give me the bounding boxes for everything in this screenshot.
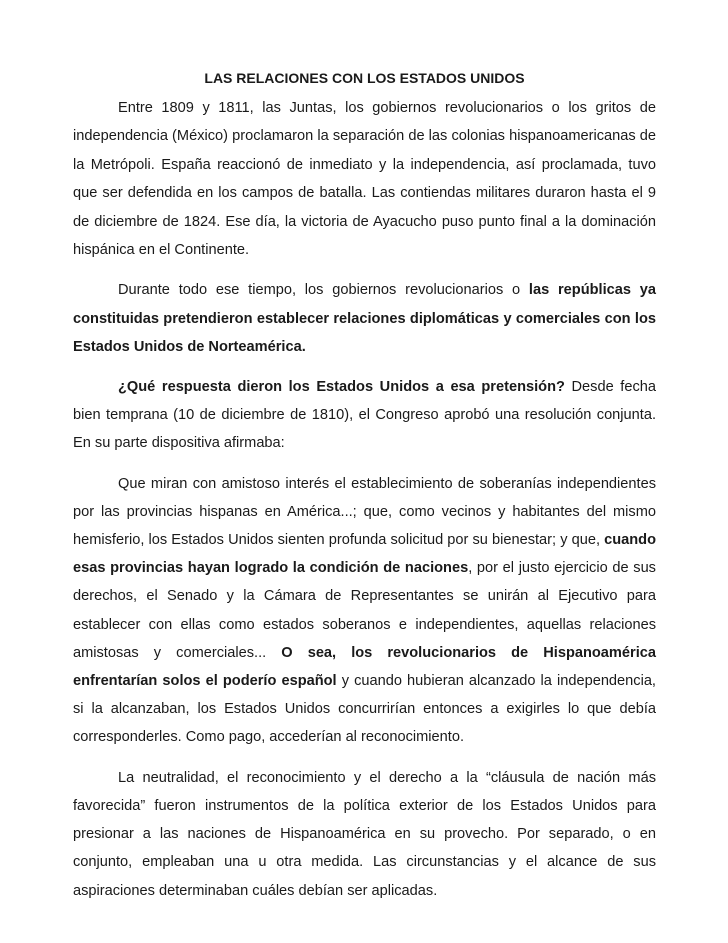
paragraph-text: Desde fecha bien temprana (10 de diciembre de 1810), el Congreso aprobó una resolución conjunta. En su parte dispositiva afirmaba:	[73, 379, 656, 452]
document-page	[73, 68, 656, 917]
paragraph-3	[73, 373, 656, 458]
paragraph-bold-text: ¿Qué respuesta dieron los Estados Unidos a esa pretensión?	[118, 379, 565, 396]
paragraph-text: Que miran con amistoso interés el establecimiento de soberanías independientes por las provincias hispanas en América...; que, como vecinos y habitantes del mismo hemisferio, los Estados Unidos sienten profunda solicitud por su bienestar; y que,	[73, 475, 656, 549]
paragraph-text: Entre 1809 y 1811, las Juntas, los gobiernos revolucionarios o los gritos de independencia (México) proclamaron la separación de las colonias hispanoamericanas de la Metrópoli. España reaccionó de inmediato y la independencia, así proclamada, tuvo que ser defendida en los campos de batalla. Las contiendas militares duraron hasta el 9 de diciembre de 1824. Ese día, la victoria de Ayacucho puso punto final a la dominación hispánica en el Continente.	[73, 100, 656, 259]
paragraph-text: La neutralidad, el reconocimiento y el derecho a la “cláusula de nación más favorecida” fueron instrumentos de la política exterior de los Estados Unidos para presionar a las naciones de Hispanoamérica en su provecho. Por separado, o en conjunto, empleaban una u otra medida. Las circunstancias y el alcance de sus aspiraciones determinaban cuáles debían ser aplicadas.	[73, 769, 656, 899]
paragraph-4	[73, 470, 656, 752]
paragraph-text: Durante todo ese tiempo, los gobiernos revolucionarios o	[118, 282, 529, 299]
document-title: LAS RELACIONES CON LOS ESTADOS UNIDOS	[204, 70, 525, 86]
paragraph-bold-text: O sea, los revolucionarios de Hispanoamérica enfrentarían solos el poderío español	[73, 644, 656, 690]
paragraph-bold-text: las repúblicas ya constituidas pretendieron establecer relaciones diplomáticas y comerciales con los Estados Unidos de Norteamérica.	[73, 282, 656, 355]
paragraph-5	[73, 764, 656, 905]
paragraph-bold-text: cuando esas provincias hayan logrado la condición de naciones	[73, 532, 656, 577]
paragraph-text: , por el justo ejercicio de sus derechos, el Senado y la Cámara de Representantes se unirán al Ejecutivo para establecer con ellas como estados soberanos e independientes, aquellas relaciones amistosas y comerciales...	[73, 560, 656, 661]
paragraph-2	[73, 276, 656, 361]
paragraph-text: y cuando hubieran alcanzado la independencia, si la alcanzaban, los Estados Unidos concurrirían entonces a exigirles lo que debía corresponderles. Como pago, accederían al reconocimiento.	[73, 673, 656, 746]
paragraph-1	[73, 94, 656, 264]
